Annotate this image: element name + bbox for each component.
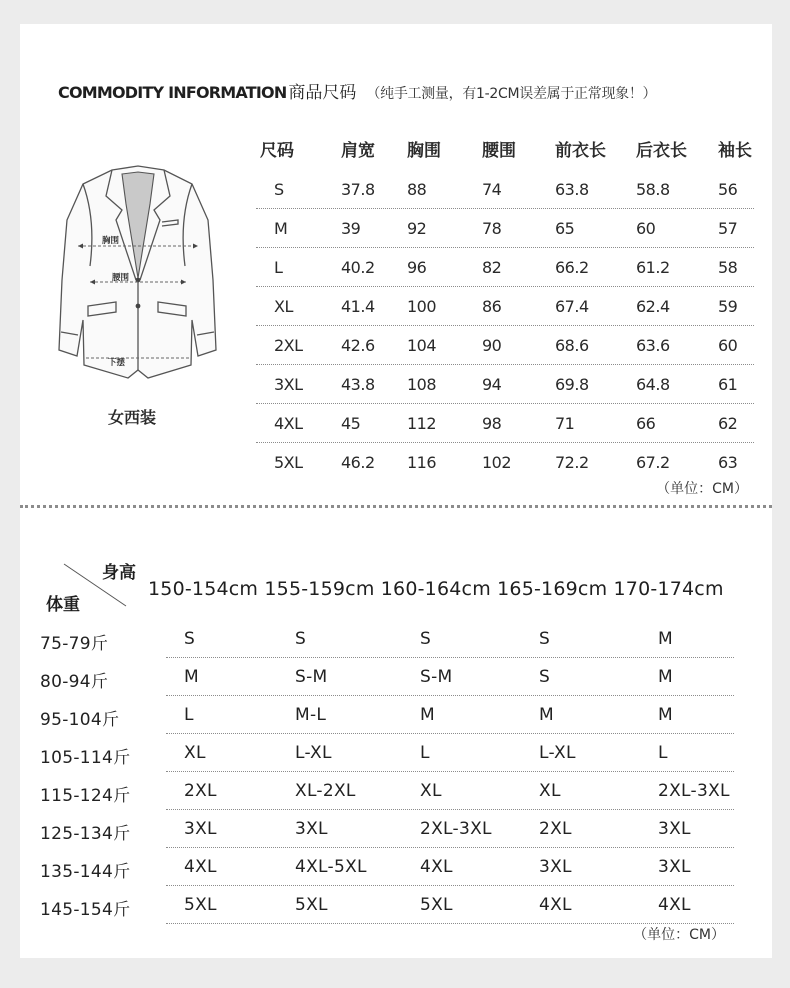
recommended-size-cell: M-L [295,705,327,725]
size-cell: 74 [482,180,502,199]
size-header-cell: 袖长 [718,141,752,161]
size-cell: 98 [482,414,502,433]
size-cell: M [274,219,288,238]
size-table-row [256,404,754,443]
size-header-cell: 腰围 [482,141,516,161]
size-table-row [256,209,754,248]
size-cell: 2XL [274,336,303,355]
recommended-size-cell: 4XL [420,857,453,877]
size-table-header [256,132,754,170]
weight-range-cell: 145-154斤 [40,900,131,920]
section-divider [20,505,772,508]
size-table [256,132,754,481]
recommended-size-cell: XL [539,781,561,801]
size-cell: 58.8 [636,180,670,199]
size-cell: 3XL [274,375,303,394]
size-cell: 63.8 [555,180,589,199]
weight-range-cell: 125-134斤 [40,824,131,844]
size-cell: 4XL [274,414,303,433]
size-cell: 66.2 [555,258,589,277]
recommend-table-unit: （单位：CM） [633,927,725,943]
recommended-size-cell: 5XL [420,895,453,915]
recommended-size-cell: XL-2XL [295,781,356,801]
size-cell: 108 [407,375,437,394]
recommended-size-cell: S [420,629,432,649]
title-en: COMMODITY INFORMATION [58,83,287,102]
recommended-size-cell: 3XL [295,819,328,839]
recommended-size-cell: 5XL [184,895,217,915]
size-cell: 39 [341,219,361,238]
size-cell: 61.2 [636,258,670,277]
size-table-row [256,326,754,365]
size-table-row [256,287,754,326]
garment-caption: 女西装 [108,408,157,427]
size-cell: 65 [555,219,575,238]
size-table-row [256,443,754,481]
recommended-size-cell: 2XL [184,781,217,801]
size-cell: 67.4 [555,297,589,316]
recommended-size-cell: S [539,667,551,687]
size-cell: S [274,180,284,199]
label-bust: 胸围 [102,236,120,246]
recommended-size-cell: M [658,629,673,649]
recommended-size-cell: 3XL [658,857,691,877]
recommended-size-cell: 3XL [539,857,572,877]
size-cell: 41.4 [341,297,375,316]
recommended-size-cell: S-M [420,667,453,687]
size-cell: 100 [407,297,437,316]
recommend-table [38,620,758,924]
recommended-size-cell: 3XL [658,819,691,839]
size-header-cell: 尺码 [260,141,294,161]
recommended-size-cell: M [420,705,435,725]
size-cell: 71 [555,414,575,433]
blazer-illustration [50,160,225,390]
size-table-row [256,365,754,404]
size-cell: 58 [718,258,738,277]
weight-range-cell: 115-124斤 [40,786,131,806]
recommended-size-cell: M [658,705,673,725]
size-header-cell: 胸围 [407,141,441,161]
size-cell: 62.4 [636,297,670,316]
size-cell: 102 [482,453,512,472]
recommend-table-row [38,886,758,924]
size-header-cell: 前衣长 [555,141,606,161]
recommended-size-cell: 5XL [295,895,328,915]
size-table-row [256,170,754,209]
size-cell: 59 [718,297,738,316]
size-cell: 56 [718,180,738,199]
size-cell: 45 [341,414,361,433]
recommended-size-cell: 2XL [539,819,572,839]
weight-range-cell: 135-144斤 [40,862,131,882]
size-cell: 90 [482,336,502,355]
recommended-size-cell: XL [420,781,442,801]
size-cell: 40.2 [341,258,375,277]
recommended-size-cell: S [295,629,307,649]
size-cell: 94 [482,375,502,394]
weight-range-cell: 105-114斤 [40,748,131,768]
weight-range-cell: 75-79斤 [40,634,109,654]
size-cell: 43.8 [341,375,375,394]
recommend-table-row [38,772,758,810]
size-cell: 86 [482,297,502,316]
recommended-size-cell: L [420,743,430,763]
size-table-row [256,248,754,287]
size-cell: 72.2 [555,453,589,472]
size-cell: 62 [718,414,738,433]
recommend-table-row [38,848,758,886]
size-cell: 42.6 [341,336,375,355]
recommend-table-row [38,620,758,658]
size-header-cell: 肩宽 [341,141,375,161]
size-cell: 60 [718,336,738,355]
weight-range-cell: 95-104斤 [40,710,120,730]
recommend-table-row [38,696,758,734]
size-table-unit: （单位：CM） [656,481,748,497]
title-cn: 商品尺码 [288,83,357,103]
recommended-size-cell: L [658,743,668,763]
size-cell: 68.6 [555,336,589,355]
size-cell: 5XL [274,453,303,472]
size-cell: XL [274,297,293,316]
recommended-size-cell: S-M [295,667,328,687]
size-cell: 37.8 [341,180,375,199]
label-hem: 下摆 [108,358,126,368]
size-cell: 116 [407,453,437,472]
size-cell: 112 [407,414,437,433]
recommended-size-cell: 2XL-3XL [420,819,492,839]
recommended-size-cell: 3XL [184,819,217,839]
recommended-size-cell: 4XL-5XL [295,857,367,877]
size-cell: 67.2 [636,453,670,472]
recommended-size-cell: 4XL [184,857,217,877]
recommended-size-cell: S [184,629,196,649]
recommended-size-cell: L [184,705,194,725]
weight-label: 体重 [46,595,80,615]
size-cell: 92 [407,219,427,238]
recommend-table-row [38,810,758,848]
size-cell: 66 [636,414,656,433]
recommended-size-cell: M [658,667,673,687]
weight-range-cell: 80-94斤 [40,672,109,692]
height-columns: 150-154cm 155-159cm 160-164cm 165-169cm 170-174cm [148,578,724,600]
page-title [58,78,656,103]
size-cell: 63 [718,453,738,472]
size-cell: 60 [636,219,656,238]
size-header-cell: 后衣长 [636,141,687,161]
size-cell: 88 [407,180,427,199]
recommended-size-cell: M [539,705,554,725]
recommended-size-cell: L-XL [295,743,332,763]
size-cell: 46.2 [341,453,375,472]
size-cell: 96 [407,258,427,277]
size-cell: 63.6 [636,336,670,355]
recommended-size-cell: S [539,629,551,649]
size-cell: 104 [407,336,437,355]
recommended-size-cell: 4XL [658,895,691,915]
size-cell: 57 [718,219,738,238]
recommended-size-cell: 4XL [539,895,572,915]
size-cell: 82 [482,258,502,277]
size-cell: 69.8 [555,375,589,394]
recommended-size-cell: 2XL-3XL [658,781,730,801]
height-label: 身高 [102,563,136,583]
size-cell: 78 [482,219,502,238]
recommended-size-cell: M [184,667,199,687]
size-cell: 61 [718,375,738,394]
recommend-table-row [38,734,758,772]
size-cell: 64.8 [636,375,670,394]
recommend-table-row [38,658,758,696]
size-cell: L [274,258,283,277]
measure-note: （纯手工测量，有1-2CM误差属于正常现象！） [366,86,657,102]
label-waist: 腰围 [112,273,130,283]
recommended-size-cell: XL [184,743,206,763]
recommended-size-cell: L-XL [539,743,576,763]
